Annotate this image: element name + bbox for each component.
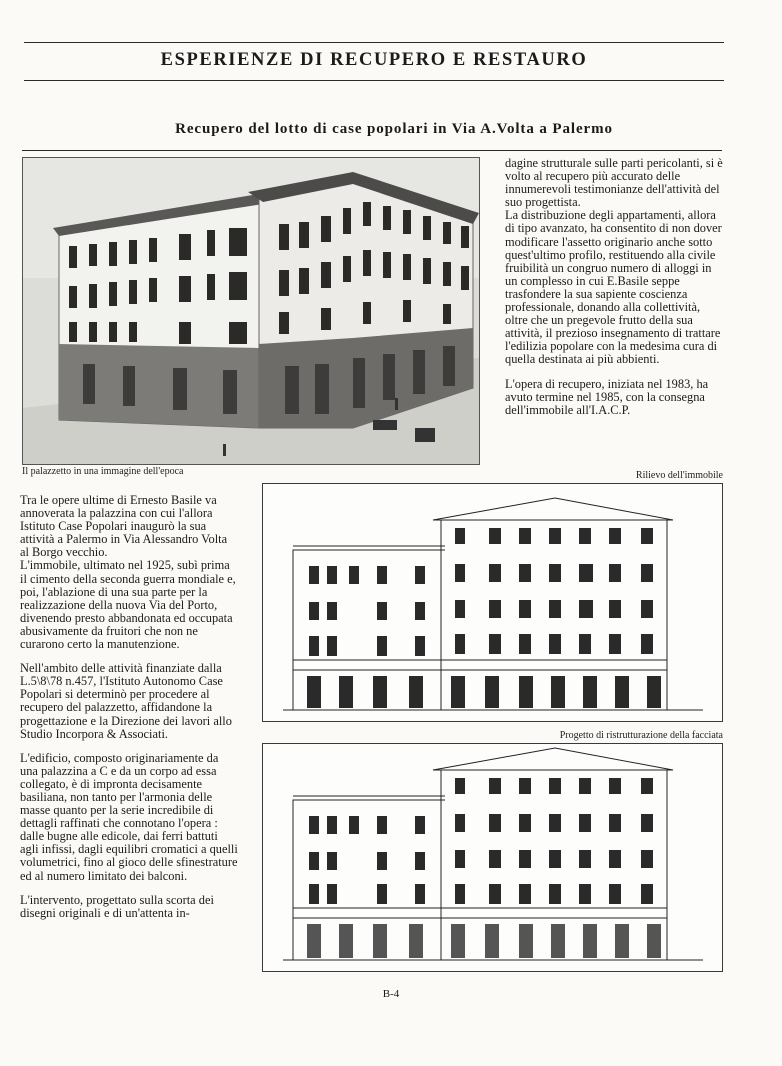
project-caption: Progetto di ristrutturazione della facciata — [559, 730, 723, 741]
project-drawing — [262, 743, 723, 972]
right-paragraph: dagine strutturale sulle parti pericolanti, si è volto al recupero più accurato delle innumerevoli testimonianze dell'attività del suo progettista. La distribuzione degli appartamenti, allora di tipo avanzato, ha consentito di non dover modificare l'assetto originario anche sotto quest'ultimo profilo, restituendo alla civile fruibilità un congruo numero di alloggi in un complesso in cui E.Basile seppe trasfondere la sua sapiente coscienza professionale, donando alla collettività, oltre che un pregevole frutto della sua attività, il prezioso insegnamento di trattare l'edilizia popolare con la medesima cura di quella destinata ai più abbienti. — [505, 156, 723, 367]
historical-photo — [22, 157, 480, 465]
left-paragraph: Nell'ambito delle attività finanziate dalla L.5\8\78 n.457, l'Istituto Autonomo Case Popolari si determinò per procedere al recupero del palazzetto, affidandone la progettazione e la Direzione dei lavori allo Studio Incorpora & Associati. — [20, 661, 232, 741]
right-paragraph: L'opera di recupero, iniziata nel 1983, ha avuto termine nel 1985, con la consegna dell'immobile all'I.A.C.P. — [505, 376, 709, 417]
facade-survey-illustration — [263, 484, 722, 721]
survey-caption: Rilievo dell'immobile — [635, 470, 723, 481]
section-title: ESPERIENZE DI RECUPERO E RESTAURO — [160, 50, 588, 70]
left-text-column — [20, 494, 238, 931]
photo-caption: Il palazzetto in una immagine dell'epoca — [22, 466, 184, 477]
article-title-rule — [22, 150, 722, 151]
left-paragraph: L'edificio, composto originariamente da una palazzina a C e da un corpo ad essa collegato, è di impronta decisamente basiliana, non tanto per l'armonia delle masse quanto per la serie incredibile di dettagli raffinati che connotano l'opera : dalle bugne alle edicole, dai ferri battuti agli infissi, dagli equilibri cromatici a quelli volumetrici, fino al gioco delle sfinestrature ed al numero limitato dei balconi. — [20, 750, 238, 883]
building-photo-illustration — [23, 158, 479, 464]
left-paragraph: Tra le opere ultime di Ernesto Basile va annoverata la palazzina con cui l'allora Istituto Case Popolari inaugurò la sua attività a Palermo in Via Alessandro Volta al Borgo vecchio. L'immobile, ultimato nel 1925, subì prima il cimento della seconda guerra mondiale e, poi, l'ablazione di una sua parte per la realizzazione della nuova Via del Porto, divenendo presto abbandonata ed occupata abusivamente da fruitori che non ne curarono certo la manutenzione. — [20, 493, 236, 652]
right-text-column — [505, 157, 723, 428]
facade-project-illustration — [263, 744, 722, 971]
page-number: B-4 — [382, 988, 400, 1000]
header-rule-top — [24, 42, 724, 43]
survey-drawing — [262, 483, 723, 722]
header-rule-bottom — [24, 80, 724, 81]
article-title: Recupero del lotto di case popolari in Via A.Volta a Palermo — [175, 121, 613, 137]
left-paragraph: L'intervento, progettato sulla scorta dei disegni originali e di un'attenta in- — [20, 892, 214, 920]
